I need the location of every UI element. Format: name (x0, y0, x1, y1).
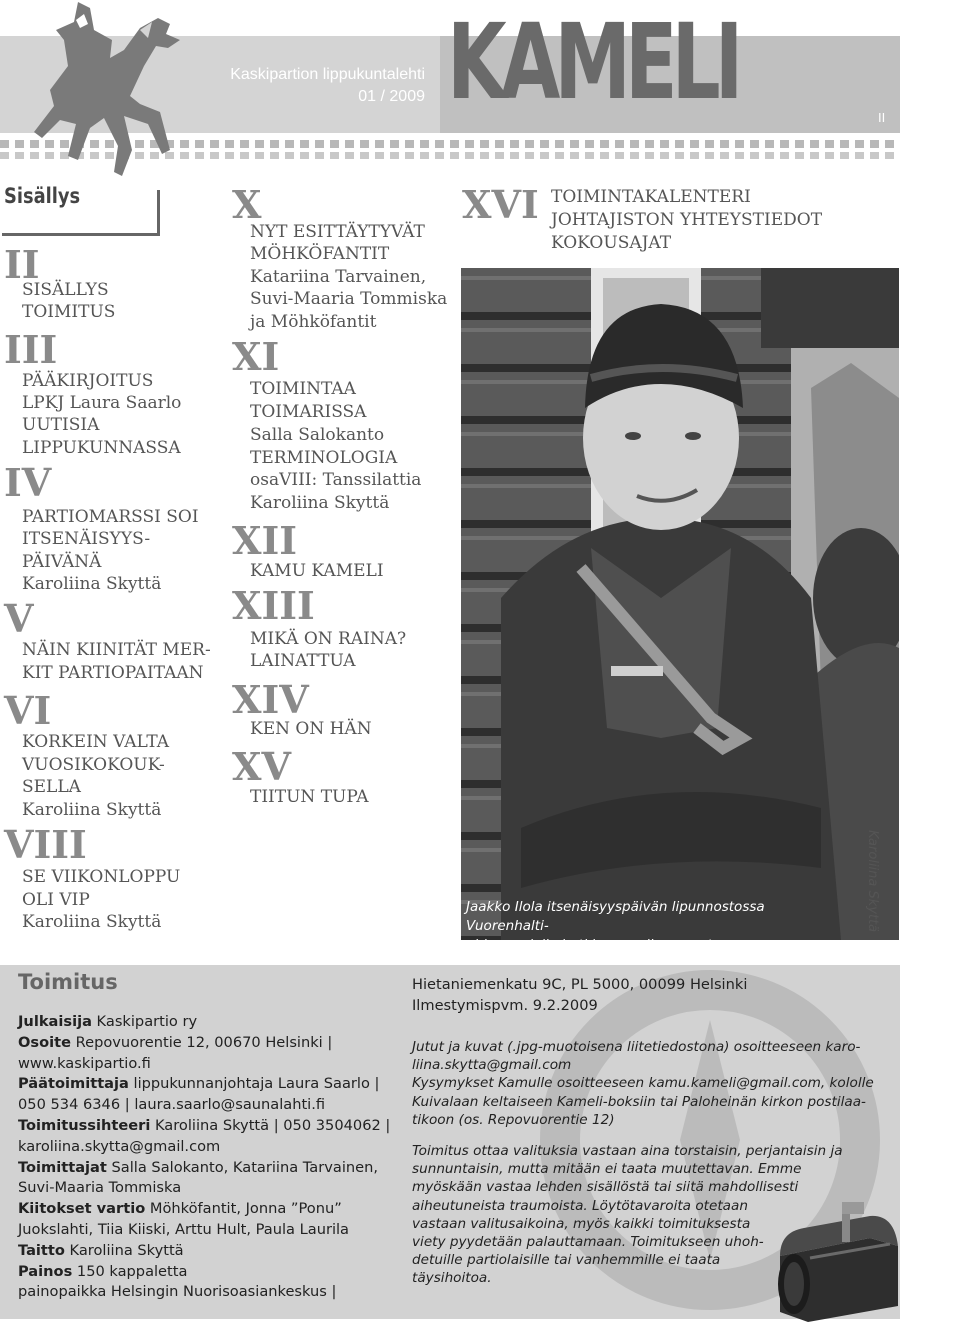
policy-line: Toimitus ottaa valituksia vastaan aina torstaisin, perjantaisin ja (412, 1143, 843, 1159)
toimitus-email[interactable]: karoliina.skytta@gmail.com (18, 1137, 221, 1155)
magazine-subtitle: Kaskipartion lippukuntalehti (230, 66, 425, 83)
toc-entry-line: NÄIN KIINITÄT MER- (22, 640, 211, 660)
submission-line: Kysymykset Kamulle osoitteeseen kamu.kameli@gmail.com, kololle (412, 1075, 874, 1092)
toimitus-line (18, 1137, 393, 1158)
toc-entry-line: KEN ON HÄN (250, 719, 372, 739)
toimitus-line (18, 1282, 393, 1303)
toimitus-line (18, 1054, 393, 1075)
toimitus-title: Toimitus (18, 970, 118, 994)
toc-entry-line: TERMINOLOGIA (250, 448, 398, 468)
toimitus-label: Osoite (18, 1033, 71, 1051)
photo-caption-line: oiden majalla hetki ennen lipun nostoa. (466, 937, 734, 953)
policy-line: täysihoitoa. (412, 1270, 492, 1287)
toc-numeral: V (4, 596, 34, 641)
toc-entry-line: Karoliina Skyttä (22, 912, 162, 932)
toimitus-line (18, 1199, 393, 1220)
toc-entry-line: Salla Salokanto (250, 425, 385, 445)
toc-entry-line: SISÄLLYS (22, 280, 109, 300)
submission-line: Kuivalaan keltaiseen Kameli-boksiin tai Paloheinän kirkon postilaa- (412, 1093, 866, 1110)
toc-entry-line: Karoliina Skyttä (22, 800, 162, 820)
toc-numeral: XIII (232, 583, 315, 628)
toimitus-text: Karoliina Skyttä (64, 1241, 184, 1259)
toc-numeral: XV (232, 744, 291, 789)
toc-entry-line: PÄÄKIRJOITUS (22, 371, 154, 391)
toc-entry-line: MÖHKÖFANTIT (250, 244, 390, 264)
photo-caption-line: Jaakko Ilola itsenäisyyspäivän lipunnostossa Vuorenhalti- (466, 899, 765, 934)
toimitus-link[interactable]: www.kaskipartio.fi (18, 1054, 151, 1072)
toc-numeral: XVI (462, 182, 539, 227)
toimitus-text: Möhköfantit, Jonna ”Ponu” (145, 1200, 342, 1218)
toimitus-text: Kaskipartio ry (91, 1013, 198, 1030)
toimitus-line (18, 1074, 393, 1095)
toc-entry-line: LPKJ Laura Saarlo (22, 393, 182, 413)
toimitus-label: Taitto (18, 1241, 65, 1259)
toc-entry-line: LIPPUKUNNASSA (22, 438, 181, 458)
toc-entry-line: JOHTAJISTON YHTEYSTIEDOT (551, 210, 823, 230)
toimitus-text: Juokslahti, Tiia Kiiski, Arttu Hult, Paula Laurila (18, 1220, 350, 1238)
toimitus-label: Toimitussihteeri (18, 1116, 151, 1134)
mailbox-icon (770, 1198, 900, 1323)
photo-credit: Karoliina Skyttä (865, 830, 880, 933)
publication-date: Ilmestymispvm. 9.2.2009 (412, 997, 598, 1014)
toc-numeral: II (4, 242, 40, 287)
scout-photo-illustration (461, 268, 899, 940)
toc-entry-line: TIITUN TUPA (250, 787, 369, 807)
toc-entry-line: PARTIOMARSSI SOI (22, 507, 199, 527)
policy-line: viety pyydetään palauttamaan. Toimitukseen uhoh- (412, 1234, 764, 1251)
magazine-title: KAMELI (447, 1, 738, 123)
toc-entry-line: KORKEIN VALTA (22, 732, 170, 752)
toc-entry-line: TOIMINTAKALENTERI (551, 187, 751, 207)
toc-entry-line: NYT ESITTÄYTYVÄT (250, 222, 425, 242)
toc-entry-line: SELLA (22, 777, 81, 797)
toc-entry-line: osaVIII: Tanssilattia (250, 470, 422, 490)
toc-entry-line: TOIMINTAA (250, 379, 356, 399)
toimitus-text: 150 kappaletta (72, 1262, 188, 1280)
toimitus-label: Julkaisija (18, 1013, 92, 1030)
toc-entry-line: OLI VIP (22, 890, 90, 910)
toc-entry-line: Suvi-Maaria Tommiska (250, 289, 448, 309)
toimitus-label: Kiitokset vartio (18, 1200, 146, 1218)
toimitus-text: Salla Salokanto, Katariina Tarvainen, (106, 1158, 378, 1176)
toimitus-line (18, 1158, 393, 1179)
toc-numeral: IV (4, 460, 52, 505)
photo-caption (466, 898, 838, 955)
toc-entry-line: ja Möhköfantit (250, 312, 377, 332)
toc-numeral: X (232, 182, 262, 227)
toimitus-text: 050 534 6346 | laura.saarlo@saunalahti.fi (18, 1096, 326, 1114)
toc-entry-line: MIKÄ ON RAINA? (250, 629, 407, 649)
toimitus-line (18, 1095, 393, 1116)
toc-numeral: XIV (232, 677, 309, 722)
toimitus-details (18, 1012, 393, 1303)
toimitus-text: painopaikka Helsingin Nuorisoasiankeskus | (18, 1283, 337, 1301)
submission-line: Jutut ja kuvat (.jpg-muotoisena liitetiedostona) osoitteeseen karo- (412, 1039, 861, 1055)
toc-entry-line: UUTISIA (22, 415, 100, 435)
policy-line: aiheutuneista traumoista. Löytötavaroita otetaan (412, 1197, 748, 1214)
toc-entry-line: Katariina Tarvainen, (250, 267, 427, 287)
toimitus-line (18, 1241, 393, 1262)
toc-entry-line: KAMU KAMELI (250, 561, 384, 581)
submission-line[interactable]: liina.skytta@gmail.com (412, 1057, 572, 1074)
toimitus-label: Painos (18, 1262, 73, 1280)
toc-entry-line: TOIMARISSA (250, 402, 367, 422)
toimitus-line (18, 1178, 393, 1199)
toc-numeral: XI (232, 334, 280, 379)
policy-line: detuille partiolaisille tai vanhemmille ei taata (412, 1252, 721, 1269)
submission-line: tikoon (os. Repovuorentie 12) (412, 1111, 615, 1128)
toimitus-line (18, 1012, 393, 1033)
toimitus-line (18, 1220, 393, 1241)
toc-entry-line: SE VIIKONLOPPU (22, 867, 181, 887)
toimitus-line (18, 1116, 393, 1137)
toc-entry-line: KOKOUSAJAT (551, 233, 672, 253)
toimitus-label: Toimittajat (18, 1158, 107, 1176)
toimitus-text: Suvi-Maaria Tommiska (18, 1179, 182, 1197)
policy-line: myöskään vastaa lehden sisällöstä tai siitä mahdollisesti (412, 1179, 799, 1196)
toc-entry-line: KIT PARTIOPAITAAN (22, 663, 204, 683)
toc-entry-line: TOIMITUS (22, 302, 116, 322)
toc-entry-line: PÄIVÄNÄ (22, 552, 102, 572)
toc-entry-line: ITSENÄISYYS- (22, 529, 151, 549)
camel-logo-icon (20, 0, 210, 178)
toimitus-text: Repovuorentie 12, 00670 Helsinki | (71, 1033, 333, 1051)
scout-photo (461, 268, 899, 940)
toc-numeral: III (4, 327, 58, 372)
toc-numeral: VIII (4, 822, 87, 867)
policy-line: vastaan valitusaikoina, myös kaikki toimituksesta (412, 1215, 751, 1232)
policy-line: sunnuntaisin, mutta mitään ei taata muutettavan. Emme (412, 1161, 802, 1178)
toimitus-text: Karoliina Skyttä | 050 3504062 | (150, 1116, 391, 1134)
toc-numeral: VI (4, 688, 52, 733)
toimitus-text: lippukunnanjohtaja Laura Saarlo | (128, 1075, 380, 1093)
toc-entry-line: LAINATTUA (250, 651, 356, 671)
toc-entry-line: Karoliina Skyttä (250, 493, 390, 513)
toimitus-line (18, 1033, 393, 1054)
toimitus-label: Päätoimittaja (18, 1075, 129, 1093)
page-number: II (878, 110, 886, 125)
submission-info (412, 1038, 892, 1129)
toc-entry-line: VUOSIKOKOUK- (22, 755, 165, 775)
office-address: Hietaniemenkatu 9C, PL 5000, 00099 Helsinki (412, 976, 748, 993)
toc-numeral: XII (232, 518, 298, 563)
toc-title: Sisällys (4, 184, 81, 208)
toc-entry-line: Karoliina Skyttä (22, 574, 162, 594)
toimitus-line (18, 1262, 393, 1283)
issue-number: 01 / 2009 (358, 88, 425, 105)
